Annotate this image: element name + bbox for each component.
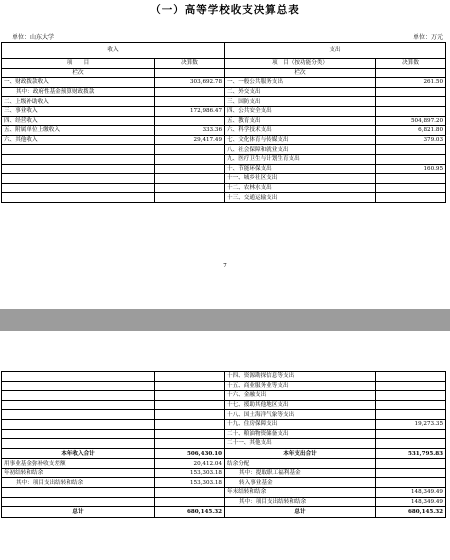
table-row [2,459,446,469]
income-amount [155,164,225,174]
expense-amount [376,391,446,401]
income-item: 其中：政府性基金预算财政拨款 [2,87,155,97]
expense-amount: 261.50 [376,78,446,88]
expense-item: 八、社会保障和就业支出 [225,145,376,155]
expense-amount: 504,897.20 [376,116,446,126]
income-item: 六、其他收入 [2,135,155,145]
col-amount-exp-header: 决算数 [376,59,446,69]
income-amount-empty [155,372,225,382]
expense-amount: 160.95 [376,164,446,174]
document-page-2 [0,331,450,560]
expense-item: 其中：项目支出结转和结余 [225,497,376,507]
expense-item: 二十一、其他支出 [225,439,376,449]
col-item-exp-header: 项 目（按功能分类） [225,59,376,69]
income-item-empty [2,391,155,401]
lanci-label: 栏次 [2,68,155,78]
income-amount-empty [155,419,225,429]
expense-amount [376,372,446,382]
income-item-empty [2,429,155,439]
income-amount: 20,412.04 [155,459,225,469]
table-row [2,478,446,488]
table-row [2,174,446,184]
table-row [2,126,446,136]
table-row [2,488,446,498]
section-header-row [2,43,446,59]
grand-total-label-in: 总计 [2,507,155,518]
expense-item: 十四、资源勘探信息等支出 [225,372,376,382]
expense-amount [376,183,446,193]
expense-amount [376,145,446,155]
grand-total-value-in: 680,145.32 [155,507,225,518]
table-row [2,145,446,155]
income-amount [155,145,225,155]
expense-amount [376,459,446,469]
income-item: 其中：项目支出结转和结余 [2,478,155,488]
lanci-row [2,68,446,78]
income-item [2,183,155,193]
expense-amount [376,400,446,410]
expense-item: 十、节能环保支出 [225,164,376,174]
income-item-empty [2,439,155,449]
expense-item: 十三、交通运输支出 [225,193,376,203]
income-amount: 153,303.18 [155,468,225,478]
income-amount: 172,986.47 [155,106,225,116]
income-item-empty [2,419,155,429]
summary-table-bottom [1,371,446,518]
summary-table-top [1,42,446,203]
table-row [2,497,446,507]
col-item-header: 项 目 [2,59,155,69]
expense-amount [376,87,446,97]
expense-amount [376,154,446,164]
page-number: 7 [223,263,227,269]
grand-total-row [2,507,446,518]
income-amount [155,154,225,164]
income-amount [155,497,225,507]
table-row [2,381,446,391]
income-amount [155,87,225,97]
income-amount: 153,303.18 [155,478,225,488]
expense-item: 十七、援助其他地区支出 [225,400,376,410]
income-amount-empty [155,391,225,401]
income-amount: 333.36 [155,126,225,136]
expense-amount [376,429,446,439]
expense-item: 三、国防支出 [225,97,376,107]
income-item: 一、财政拨款收入 [2,78,155,88]
expense-item: 十九、住房保障支出 [225,419,376,429]
expense-amount [376,478,446,488]
expense-item: 结余分配 [225,459,376,469]
table-row [2,164,446,174]
expense-item: 二、外交支出 [225,87,376,97]
expense-total-label: 本年支出合计 [225,448,376,459]
expense-amount [376,193,446,203]
expense-amount [376,439,446,449]
table-row [2,439,446,449]
table-row [2,154,446,164]
expense-item: 一、一般公共服务支出 [225,78,376,88]
expense-item: 七、文化体育与传媒支出 [225,135,376,145]
page-gap [0,309,450,331]
expense-item: 五、教育支出 [225,116,376,126]
expense-item: 十二、农林水支出 [225,183,376,193]
income-amount [155,193,225,203]
column-header-row [2,59,446,69]
income-item: 二、上级补助收入 [2,97,155,107]
table-row [2,106,446,116]
expense-amount: 148,349.49 [376,488,446,498]
expense-amount [376,468,446,478]
grand-total-value-ex: 680,145.32 [376,507,446,518]
lanci-label-exp: 栏次 [225,68,376,78]
income-item [2,488,155,498]
expense-item: 四、公共安全支出 [225,106,376,116]
expense-item: 转入事业基金 [225,478,376,488]
income-item [2,193,155,203]
expense-item: 二十、粮油物资储备支出 [225,429,376,439]
income-item-empty [2,410,155,420]
table-row [2,193,446,203]
income-amount-empty [155,410,225,420]
table-row [2,78,446,88]
income-item: 三、事业收入 [2,106,155,116]
expense-amount: 379.03 [376,135,446,145]
income-amount-empty [155,381,225,391]
table-row [2,410,446,420]
income-amount [155,488,225,498]
col-amount-header: 决算数 [155,59,225,69]
expense-item: 年末结转和结余 [225,488,376,498]
expense-amount: 19,273.35 [376,419,446,429]
table-row [2,372,446,382]
expense-amount [376,97,446,107]
income-amount-empty [155,439,225,449]
income-item: 四、经营收入 [2,116,155,126]
expense-item: 十六、金融支出 [225,391,376,401]
income-total-label: 本年收入合计 [2,448,155,459]
expense-amount [376,381,446,391]
income-total-value: 506,430.10 [155,448,225,459]
income-item: 用事业基金弥补收支差额 [2,459,155,469]
income-item [2,154,155,164]
table-row [2,135,446,145]
expense-amount [376,174,446,184]
income-header: 收入 [2,43,225,59]
expense-item: 十五、商业服务业等支出 [225,381,376,391]
income-item-empty [2,372,155,382]
unit-currency-label: 单位：万元 [412,34,443,41]
income-item-empty [2,381,155,391]
income-item [2,174,155,184]
income-item-empty [2,400,155,410]
expense-item: 十八、国土海洋气象等支出 [225,410,376,420]
expense-amount [376,410,446,420]
year-total-row [2,448,446,459]
income-amount: 303,692.78 [155,78,225,88]
income-item: 五、附属单位上缴收入 [2,126,155,136]
unit-org-label: 单位：山东大学 [12,34,55,41]
expense-item: 九、医疗卫生与计划生育支出 [225,154,376,164]
table-row [2,116,446,126]
income-item: 年初结转和结余 [2,468,155,478]
page-title: （一）高等学校收支决算总表 [150,4,300,16]
table-row [2,429,446,439]
expense-item: 六、科学技术支出 [225,126,376,136]
table-row [2,97,446,107]
table-row [2,87,446,97]
expense-amount: 6,821.80 [376,126,446,136]
income-item [2,145,155,155]
grand-total-label-ex: 总计 [225,507,376,518]
income-item [2,164,155,174]
table-row [2,468,446,478]
expense-item: 其中：提取职工福利基金 [225,468,376,478]
income-amount-empty [155,429,225,439]
expense-total-value: 531,795.83 [376,448,446,459]
expense-amount: 148,349.49 [376,497,446,507]
income-amount: 29,417.49 [155,135,225,145]
table-row [2,400,446,410]
table-row [2,391,446,401]
income-amount [155,97,225,107]
table-row [2,419,446,429]
table-row [2,183,446,193]
income-amount [155,116,225,126]
income-amount-empty [155,400,225,410]
income-amount [155,174,225,184]
income-item [2,497,155,507]
income-amount [155,183,225,193]
expense-header: 支出 [225,43,446,59]
expense-amount [376,106,446,116]
expense-item: 十一、城乡社区支出 [225,174,376,184]
